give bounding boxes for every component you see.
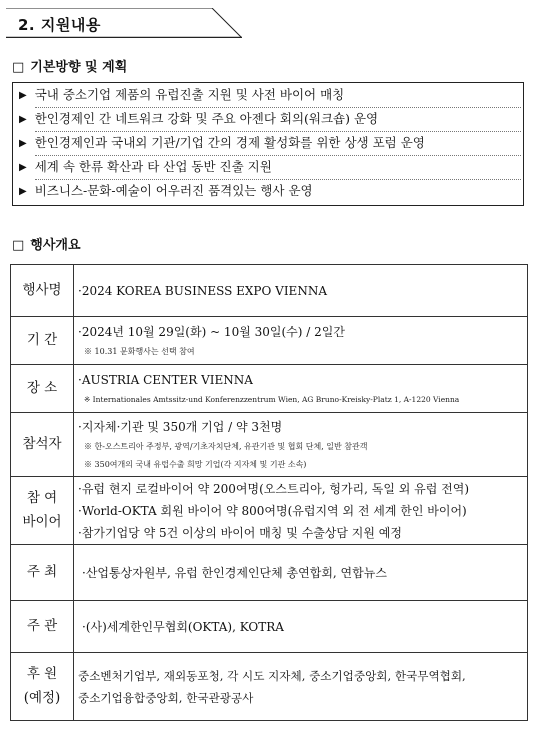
table-row <box>11 545 528 601</box>
triangle-bullet-icon: ▶ <box>19 162 27 173</box>
table-row <box>11 365 528 413</box>
row-value: ·2024년 10월 29일(화) ~ 10월 30일(수) / 2일간 ※ 10.31 문화행사는 선택 참여 <box>74 317 528 365</box>
dotted-divider <box>35 155 521 156</box>
row-value: ·지자체·기관 및 350개 기업 / 약 3천명 ※ 한-오스트리아 주정부, 광역/기초자치단체, 유관기관 및 협회 단체, 일반 참관객 ※ 350여개의 국내 유럽수출 희망 기업(각 지자체 및 기관 소속) <box>74 413 528 477</box>
basic-direction-list <box>12 82 524 206</box>
list-item: ▶ 국내 중소기업 제품의 유럽진출 지원 및 사전 바이어 매칭 <box>19 87 345 102</box>
table-row <box>11 477 528 545</box>
overview-heading <box>12 234 81 253</box>
row-value: ·산업통상자원부, 유럽 한인경제인단체 총연합회, 연합뉴스 <box>74 545 528 601</box>
table-row <box>11 265 528 317</box>
row-label: 주 관 <box>11 601 74 653</box>
heading-box-icon: □ <box>12 60 25 75</box>
heading-box-icon: □ <box>12 238 25 253</box>
note-text: ※ 한-오스트리아 주정부, 광역/기초자치단체, 유관기관 및 협회 단체, 일반 참관객 <box>84 441 368 451</box>
dotted-divider <box>35 131 521 132</box>
basic-direction-title: 기본방향 및 계획 <box>30 60 128 75</box>
row-label: 주 최 <box>11 545 74 601</box>
row-label: 참 여 바이어 <box>11 477 74 545</box>
row-value: ·(사)세계한인무협회(OKTA), KOTRA <box>74 601 528 653</box>
triangle-bullet-icon: ▶ <box>19 90 27 101</box>
basic-direction-heading <box>12 56 127 75</box>
note-text: ※ 350여개의 국내 유럽수출 희망 기업(각 지자체 및 기관 소속) <box>84 459 307 469</box>
row-value: ·2024 KOREA BUSINESS EXPO VIENNA <box>74 265 528 317</box>
row-label: 장 소 <box>11 365 74 413</box>
dotted-divider <box>35 179 521 180</box>
table-row <box>11 653 528 721</box>
section-title: 2. 지원내용 <box>18 16 101 34</box>
row-label: 후 원 (예정) <box>11 653 74 721</box>
dotted-divider <box>35 107 521 108</box>
table-row <box>11 317 528 365</box>
row-label: 참석자 <box>11 413 74 477</box>
list-item: ▶ 비즈니스-문화-예술이 어우러진 품격있는 행사 운영 <box>19 183 313 198</box>
row-value: 중소벤처기업부, 재외동포청, 각 시도 지자체, 중소기업중앙회, 한국무역협회, 중소기업융합중앙회, 한국관광공사 <box>74 653 528 721</box>
overview-table <box>10 264 528 721</box>
row-label: 행사명 <box>11 265 74 317</box>
list-item: ▶ 한인경제인과 국내외 기관/기업 간의 경제 활성화를 위한 상생 포럼 운영 <box>19 135 425 150</box>
row-value: ·AUSTRIA CENTER VIENNA ※ Internationales Amtssitz-und Konferenzzentrum Wien, AG Bruno-Kreisky-Platz 1, A-1220 Vienna <box>74 365 528 413</box>
list-item: ▶ 세계 속 한류 확산과 타 산업 동반 진출 지원 <box>19 159 272 174</box>
note-text: ※ Internationales Amtssitz-und Konferenzzentrum Wien, AG Bruno-Kreisky-Platz 1, A-1220 Vienna <box>84 394 460 404</box>
table-row <box>11 413 528 477</box>
row-value: ·유럽 현지 로컬바이어 약 200여명(오스트리아, 헝가리, 독일 외 유럽 전역) ·World-OKTA 회원 바이어 약 800여명(유럽지역 외 전 세계 한인 바이어) ·참가기업당 약 5건 이상의 바이어 매칭 및 수출상담 지원 예정 <box>74 477 528 545</box>
row-label: 기 간 <box>11 317 74 365</box>
table-row <box>11 601 528 653</box>
triangle-bullet-icon: ▶ <box>19 138 27 149</box>
overview-title: 행사개요 <box>30 238 81 253</box>
triangle-bullet-icon: ▶ <box>19 114 27 125</box>
note-text: ※ 10.31 문화행사는 선택 참여 <box>84 346 195 356</box>
triangle-bullet-icon: ▶ <box>19 186 27 197</box>
section-header <box>6 8 242 38</box>
list-item: ▶ 한인경제인 간 네트워크 강화 및 주요 아젠다 회의(워크숍) 운영 <box>19 111 379 126</box>
